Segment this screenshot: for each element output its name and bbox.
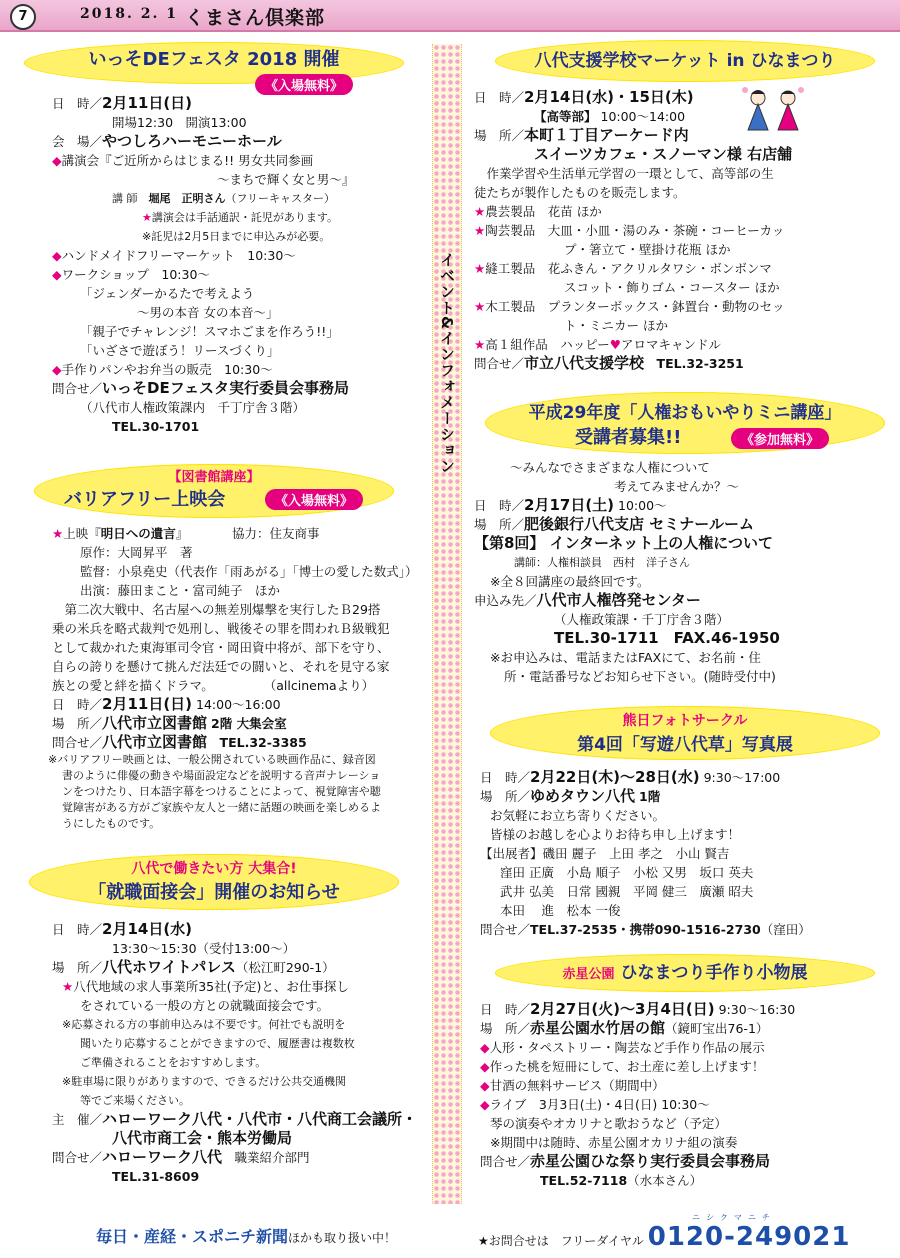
festa-line: TEL.30-1701 (112, 419, 200, 434)
job-banner (29, 854, 399, 910)
hina-line: TEL.52-7118（水本さん） (540, 1173, 703, 1188)
rights-title-2: 受講者募集!! (575, 427, 682, 448)
barrier-line: 自らの誇りを懸けて挑んだ法廷での闘いと、それを見守る家 (52, 659, 390, 674)
rights-line: 考えてみませんか？～ (614, 479, 740, 494)
photo-line: 窪田 正廣 小島 順子 小松 又男 坂口 英夫 (500, 865, 754, 880)
barrier-line: 書のように俳優の動きや場面設定などを説明する音声ナレーショ (62, 769, 381, 782)
barrier-line: 問合せ／八代市立図書館 TEL.32-3385 (52, 733, 307, 751)
rights-line: （人権政策課・千丁庁舎３階） (554, 612, 730, 627)
rights-line: ※お申込みは、電話またはFAXにて、お名前・住 (490, 650, 761, 665)
festa-line: 講 師 堀尾 正明さん（フリーキャスター） (112, 192, 336, 205)
section-job-fair (0, 854, 428, 1186)
photo-body (480, 768, 900, 939)
footer-phone-number: 0120-249021 (647, 1222, 851, 1252)
job-subtitle: 八代で働きたい方 大集合! (131, 861, 297, 877)
barrier-line: 覚障害がある方がご家族や友人と一緒に話題の映画を楽しめるよ (62, 801, 381, 814)
photo-line: 武井 弘美 日常 國親 平岡 健三 廣瀬 昭夫 (500, 884, 754, 899)
section-photo (470, 706, 900, 939)
barrier-subtitle: 【図書館講座】 (168, 470, 260, 485)
hina-subtitle: 赤星公園 (562, 967, 615, 982)
market-line: 問合せ／市立八代支援学校 TEL.32-3251 (474, 354, 744, 372)
barrier-line: 族との愛と絆を描くドラマ。 （allcinemaより） (52, 678, 375, 693)
market-line: 【高等部】 10:00～14:00 (534, 109, 686, 124)
job-line: 13:30～15:30（受付13:00～） (112, 941, 296, 956)
festa-line: ◆ワークショップ 10:30～ (52, 267, 210, 282)
market-line: スコット・飾りゴム・コースター ほか (564, 280, 780, 295)
barrier-line: 乗の米兵を略式裁判で処刑し、戦後その罪を問われＢ級戦犯 (52, 621, 390, 636)
issue-date: 2018. 2. 1 (80, 6, 178, 22)
barrier-line: 日 時／2月11日(日) 14:00～16:00 (52, 695, 281, 713)
festa-line: 日 時／2月11日(日) (52, 94, 193, 112)
festa-line: 「親子でチャレンジ！スマホごまを作ろう!!」 (80, 324, 339, 339)
market-line: ト・ミニカー ほか (564, 318, 668, 333)
job-line: 八代市商工会・熊本労働局 (112, 1129, 293, 1147)
market-line: ★高１組作品 ハッピー♥アロマキャンドル (474, 337, 721, 352)
festa-line: （八代市人権政策課内 千丁庁舎３階） (80, 400, 306, 415)
page-header (0, 0, 900, 32)
hina-line: ◆作った桃を短冊にして、お土産に差し上げます！ (480, 1059, 765, 1074)
rights-title-1: 平成29年度「人権おもいやりミニ講座」 (528, 403, 842, 423)
photo-line: お気軽にお立ち寄りください。 (490, 808, 666, 823)
job-line: 主 催／ハローワーク八代・八代市・八代商工会議所・ (52, 1110, 418, 1128)
job-body (52, 920, 428, 1186)
photo-subtitle: 熊日フォトサークル (622, 713, 748, 729)
festa-line: ～まちで輝く女と男～』 (217, 172, 355, 187)
festa-badge: 《入場無料》 (255, 74, 353, 95)
job-line: 日 時／2月14日(水) (52, 920, 193, 938)
market-line: ★木工製品 プランターボックス・鉢置台・動物のセッ (474, 299, 785, 314)
market-banner (495, 40, 875, 82)
market-body (474, 88, 900, 373)
market-line: プ・箸立て・壁掛け花瓶 ほか (564, 242, 731, 257)
festa-line: ◆講演会『ご近所からはじまる!! 男女共同参画 (52, 153, 314, 168)
festa-line: 「いざさで遊ぼう！リースづくり」 (80, 343, 280, 358)
market-line: 徒たちが製作したものを販売します。 (474, 185, 686, 200)
barrier-body (48, 524, 428, 832)
rights-line: 【第8回】 インターネット上の人権について (474, 534, 774, 552)
hina-line: ◆ライブ 3月3日(土)・4日(日) 10:30～ (480, 1097, 710, 1112)
hina-body (480, 1000, 900, 1190)
rights-line: 所・電話番号などお知らせ下さい。(随時受付中) (504, 669, 776, 684)
festa-body (52, 94, 428, 436)
market-line: ★縫工製品 花ふきん・アクリルタワシ・ボンボンマ (474, 261, 772, 276)
barrier-line: 第二次大戦中、名古屋への無差別爆撃を実行したＢ29搭 (52, 602, 381, 617)
section-market (470, 40, 900, 373)
market-line: ★農芸製品 花苗 ほか (474, 204, 602, 219)
photo-line: 日 時／2月22日(木)～28日(水) 9:30～17:00 (480, 768, 781, 786)
photo-line: 【出展者】磯田 麗子 上田 孝之 小山 賢吉 (480, 846, 730, 861)
photo-title: 第4回「写遊八代草」写真展 (577, 735, 793, 755)
market-line: 場 所／本町１丁目アーケード内 (474, 126, 689, 144)
festa-line: 開場12:30 開演13:00 (112, 115, 247, 130)
festa-line: 「ジェンダーかるたで考えよう (80, 286, 255, 301)
divider-text: イベント&インフォメーション (438, 252, 456, 475)
rights-line: 場 所／肥後銀行八代支店 セミナールーム (474, 515, 754, 533)
job-line: をされている一般の方との就職面接会です。 (80, 998, 330, 1013)
job-title: 「就職面接会」開催のお知らせ (88, 882, 340, 903)
job-line: 問合せ／ハローワーク八代 職業紹介部門 (52, 1148, 310, 1166)
hina-line: ※期間中は随時、赤星公園オカリナ組の演奏 (490, 1135, 738, 1150)
footer-contact (478, 1222, 850, 1252)
newsletter-title: くまさん倶楽部 (185, 7, 326, 29)
market-line: 日 時／2月14日(水)・15日(木) (474, 88, 694, 106)
hina-line: ◆人形・タペストリー・陶芸など手作り作品の展示 (480, 1040, 765, 1055)
job-line: 等でご来場ください。 (80, 1094, 190, 1107)
photo-line: 本田 進 松本 一俊 (500, 903, 621, 918)
rights-badge: 《参加無料》 (731, 428, 829, 449)
section-barrier-free (0, 464, 428, 832)
rights-line: 日 時／2月17日(土) 10:00～ (474, 496, 667, 514)
festa-line: ★講演会は手話通訳・託児があります。 (142, 211, 338, 224)
job-line: TEL.31-8609 (112, 1169, 200, 1184)
center-divider (432, 44, 462, 1204)
barrier-line: うにしたものです。 (62, 817, 161, 830)
job-line: 場 所／八代ホワイトパレス（松江町290-1） (52, 958, 335, 976)
market-line: スイーツカフェ・スノーマン様 右店舗 (534, 145, 793, 163)
barrier-line: として裁かれた東海軍司令官・岡田資中将が、部下を守り、 (52, 640, 390, 655)
hina-title: ひなまつり手作り小物展 (620, 963, 808, 983)
rights-body (474, 458, 900, 686)
photo-line: 場 所／ゆめタウン八代 1階 (480, 787, 661, 805)
festa-line: ◆ハンドメイドフリーマーケット 10:30～ (52, 248, 296, 263)
barrier-line: 原作：大岡昇平 著 (80, 545, 193, 560)
barrier-line: 出演：藤田まこと・富司純子 ほか (80, 583, 281, 598)
section-hina-craft (470, 954, 900, 1190)
barrier-line: 場 所／八代市立図書館 2階 大集会室 (52, 714, 287, 732)
hina-line: ◆甘酒の無料サービス（期間中） (480, 1078, 665, 1093)
page-footer (0, 1210, 900, 1258)
festa-banner (24, 42, 404, 94)
footer-contact-label: ★お問合せは フリーダイヤル (478, 1234, 644, 1248)
festa-line: ～男の本音 女の本音～」 (137, 305, 279, 320)
photo-line: 皆様のお越しを心よりお待ち申し上げます！ (490, 827, 741, 842)
barrier-line: ※バリアフリー映画とは、一般公開されている映画作品に、録音図 (48, 753, 376, 766)
barrier-line: ★上映『明日への遺言』 協力：住友商事 (52, 526, 320, 541)
rights-line: 申込み先／八代市人権啓発センター (474, 591, 701, 609)
rights-line: TEL.30-1711 FAX.46-1950 (554, 629, 780, 647)
page-number: 7 (10, 4, 36, 30)
festa-line: ◆手作りパンやお弁当の販売 10:30～ (52, 362, 273, 377)
hina-line: 日 時／2月27日(火)～3月4日(日) 9:30～16:30 (480, 1000, 796, 1018)
footer-newspapers-main: 毎日・産経・スポニチ新聞 (96, 1227, 289, 1246)
section-festa (0, 42, 428, 436)
photo-banner (490, 706, 880, 760)
festa-line: 会 場／やつしろハーモニーホール (52, 132, 282, 150)
barrier-badge: 《入場無料》 (265, 489, 363, 510)
rights-line: ～みんなでさまざまな人権について (510, 460, 710, 475)
footer-phone-ruby: ニシクマニチ (692, 1213, 776, 1222)
photo-line: 問合せ／TEL.37-2535・携帯090-1516-2730（窪田） (480, 922, 811, 937)
hina-banner (495, 954, 875, 992)
hina-line: 問合せ／赤星公園ひな祭り実行委員会事務局 (480, 1152, 771, 1170)
job-line: ※応募される方の事前申込みは不要です。何社でも説明を (62, 1018, 346, 1031)
festa-title: いっそDEフェスタ 2018 開催 (88, 49, 340, 70)
barrier-line: 監督：小泉堯史（代表作「雨あがる」「博士の愛した数式」） (80, 564, 418, 579)
rights-line: 講師：人権相談員 西村 洋子さん (514, 556, 690, 569)
job-line: 聞いたり応募することができますので、履歴書は複数枚 (80, 1037, 355, 1050)
rights-line: ※全８回講座の最終回です。 (490, 574, 650, 589)
rights-banner (485, 392, 885, 454)
footer-newspapers (96, 1224, 396, 1247)
job-line: ご準備されることをおすすめします。 (80, 1056, 267, 1069)
section-human-rights (470, 392, 900, 686)
footer-newspapers-note: ほかも取り扱い中！ (288, 1231, 397, 1245)
job-line: ★八代地域の求人事業所35社(予定)と、お仕事探し (62, 979, 349, 994)
market-title: 八代支援学校マーケット in ひなまつり (534, 51, 836, 71)
festa-line: 問合せ／いっそDEフェスタ実行委員会事務局 (52, 379, 349, 397)
hina-line: 場 所／赤星公園水竹居の館（鏡町宝出76-1） (480, 1019, 769, 1037)
barrier-banner (34, 464, 394, 518)
market-line: ★陶芸製品 大皿・小皿・湯のみ・茶碗・コーヒーカッ (474, 223, 785, 238)
job-line: ※駐車場に限りがありますので、できるだけ公共交通機関 (62, 1075, 346, 1088)
hina-doll-illustration (742, 86, 804, 132)
hina-line: 琴の演奏やオカリナと歌おうなど（予定） (490, 1116, 727, 1131)
festa-line: ※託児は2月5日までに申込みが必要。 (142, 230, 331, 243)
market-line: 作業学習や生活単元学習の一環として、高等部の生 (474, 166, 774, 181)
barrier-title: バリアフリー上映会 (64, 489, 226, 510)
barrier-line: ンをつけたり、日本語字幕をつけることによって、視覚障害や聴 (62, 785, 381, 798)
